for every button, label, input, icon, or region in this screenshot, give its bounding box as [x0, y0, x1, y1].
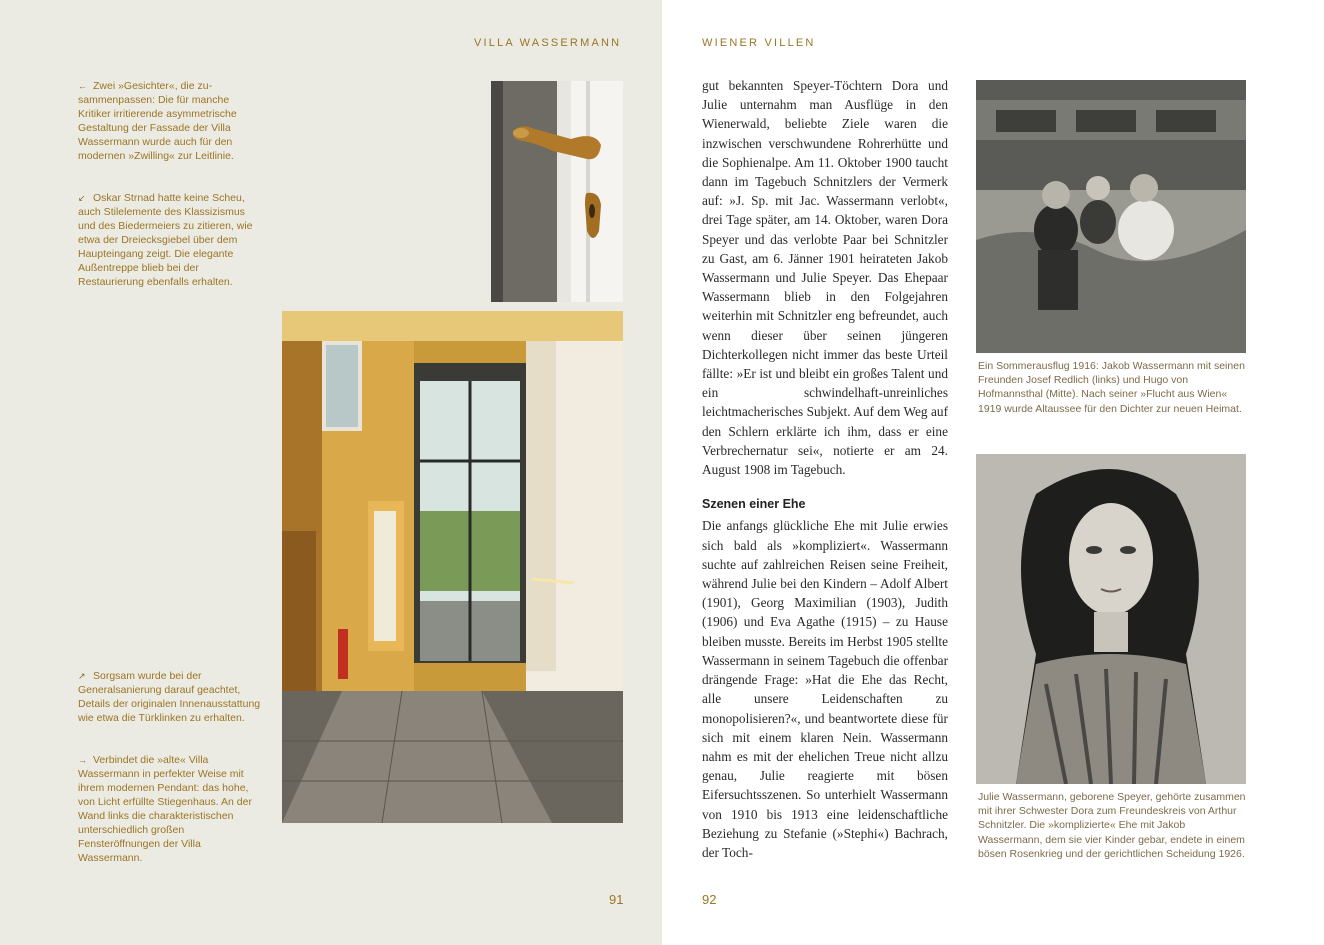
right-page	[662, 0, 1324, 945]
arrow-left-icon: ←	[78, 81, 87, 91]
main-text-column	[702, 76, 948, 862]
section-heading: Szenen einer Ehe	[702, 497, 806, 512]
caption-text: Zwei »Gesichter«, die zusammenpassen: Die für manche Kritiker irritierende asymmetrische Gestaltung der Fassade der Villa Wassermann wurde auch für den modernen »Zwilling« zur Leitlinie.	[78, 80, 237, 162]
photo-caption-summer-outing: Ein Sommerausflug 1916: Jakob Wassermann mit seinen Freunden Josef Redlich (links) und Hugo von Hofmannsthal (Mitte). Nach seiner »Flucht aus Wien« 1919 wurde Altaussee für den Dichter zur neuen Heimat.	[978, 360, 1245, 415]
julie-portrait-photo	[976, 454, 1246, 784]
arrow-down-left-icon: ↙	[78, 193, 86, 203]
staircase-photo	[282, 311, 623, 823]
arrow-up-right-icon: ↗	[78, 671, 86, 681]
arrow-right-icon: →	[78, 755, 87, 765]
caption-text: Sorgsam wurde bei der Generalsanierung darauf geachtet, Details der originalen Innenausstattung wie etwa die Türklinken zu erhalten.	[78, 670, 261, 724]
caption-text: Verbindet die »alte« Villa Wassermann in perfekter Weise mit ihrem modernen Pendant: das hohe, von Licht erfüllte Stiegenhaus. An der Wand links die charakteristischen unterschiedlich großen Fensteröffnungen der Villa Wassermann.	[78, 754, 252, 864]
page-number-left: 91	[609, 892, 624, 907]
running-head-right: WIENER VILLEN	[702, 37, 816, 49]
photo-caption-julie: Julie Wassermann, geborene Speyer, gehörte zusammen mit ihrer Schwester Dora zum Freundeskreis von Arthur Schnitzler. Die »komplizierte« Ehe mit Jakob Wassermann, dem sie vier Kinder gebar, endete in einem bösen Rosenkrieg und der gerichtlichen Scheidung 1926.	[978, 791, 1246, 860]
caption-door-handles	[78, 669, 264, 725]
page-number-right: 92	[702, 892, 717, 907]
body-paragraph-2: Die anfangs glückliche Ehe mit Julie erwies sich bald als »kompliziert«. Wassermann suchte auf zahlreichen Reisen seine Freiheit, während Julie bei den Kindern – Adolf Albert (1901), Georg Maximilian (1903), Judith (1906) und Eva Agathe (1915) – zu Hause bleiben musste. Bereits im Herbst 1905 stellte Wassermann in seinem Tagebuch die offenbar drängende Frage: »Hat die Ehe das Recht, alle unsere Leidenschaften zu monopolisieren?«, und beantwortete diese für sich mit einem klaren Nein. Wassermann nahm es mit der ehelichen Treue nicht allzu genau, Julie reagierte mit bösen Eifersuchtsszenen. So unterhielt Wassermann von 1910 bis 1913 eine leidenschaftliche Beziehung zu Stefanie (»Stephi«) Bachrach, der Toch-	[702, 518, 948, 860]
caption-strnad	[78, 191, 264, 289]
running-head-left: VILLA WASSERMANN	[474, 37, 622, 49]
caption-text: Oskar Strnad hatte keine Scheu, auch Stilelemente des Klassizismus und des Biedermeiers zu zitieren, wie etwa der Dreiecksgiebel über dem Haupteingang zeigt. Die elegante Außentreppe blieb bei der Restaurierung ebenfalls erhalten.	[78, 192, 253, 288]
door-handle-photo	[491, 81, 623, 302]
caption-staircase	[78, 753, 264, 865]
body-paragraph-1: gut bekannten Speyer-Töchtern Dora und Julie unternahm man Ausflüge in den Wienerwald, beliebte Ziele waren die inzwischen verschwundene Rohrerhütte und die Sophienalpe. Am 11. Oktober 1900 taucht dann im Tagebuch Schnitzlers der Vermerk auf: »J. Sp. mit Jac. Wassermann verlobt«, drei Tage später, am 14. Oktober, waren Dora Speyer und das verlobte Paar bei Schnitzler zu Gast, am 6. Jänner 1901 heirateten Jakob Wassermann und Julie Speyer. Das Ehepaar Wassermann blieb in den Folgejahren weiterhin mit Schnitzler eng befreundet, auch wenn dieser über seinen jüngeren Dichterkollegen nicht immer das beste Urteil fällte: »Er ist und bleibt ein großes Talent und ein schwindelhaft-unreinliches leichtmacherisches Subjekt. Auf dem Weg auf den Schlern erklärte ich ihm, dass er eine Verbrechernatur sei«, notierte er am 24. August 1908 im Tagebuch.	[702, 78, 948, 478]
summer-outing-photo	[976, 80, 1246, 353]
caption-facade	[78, 79, 264, 163]
